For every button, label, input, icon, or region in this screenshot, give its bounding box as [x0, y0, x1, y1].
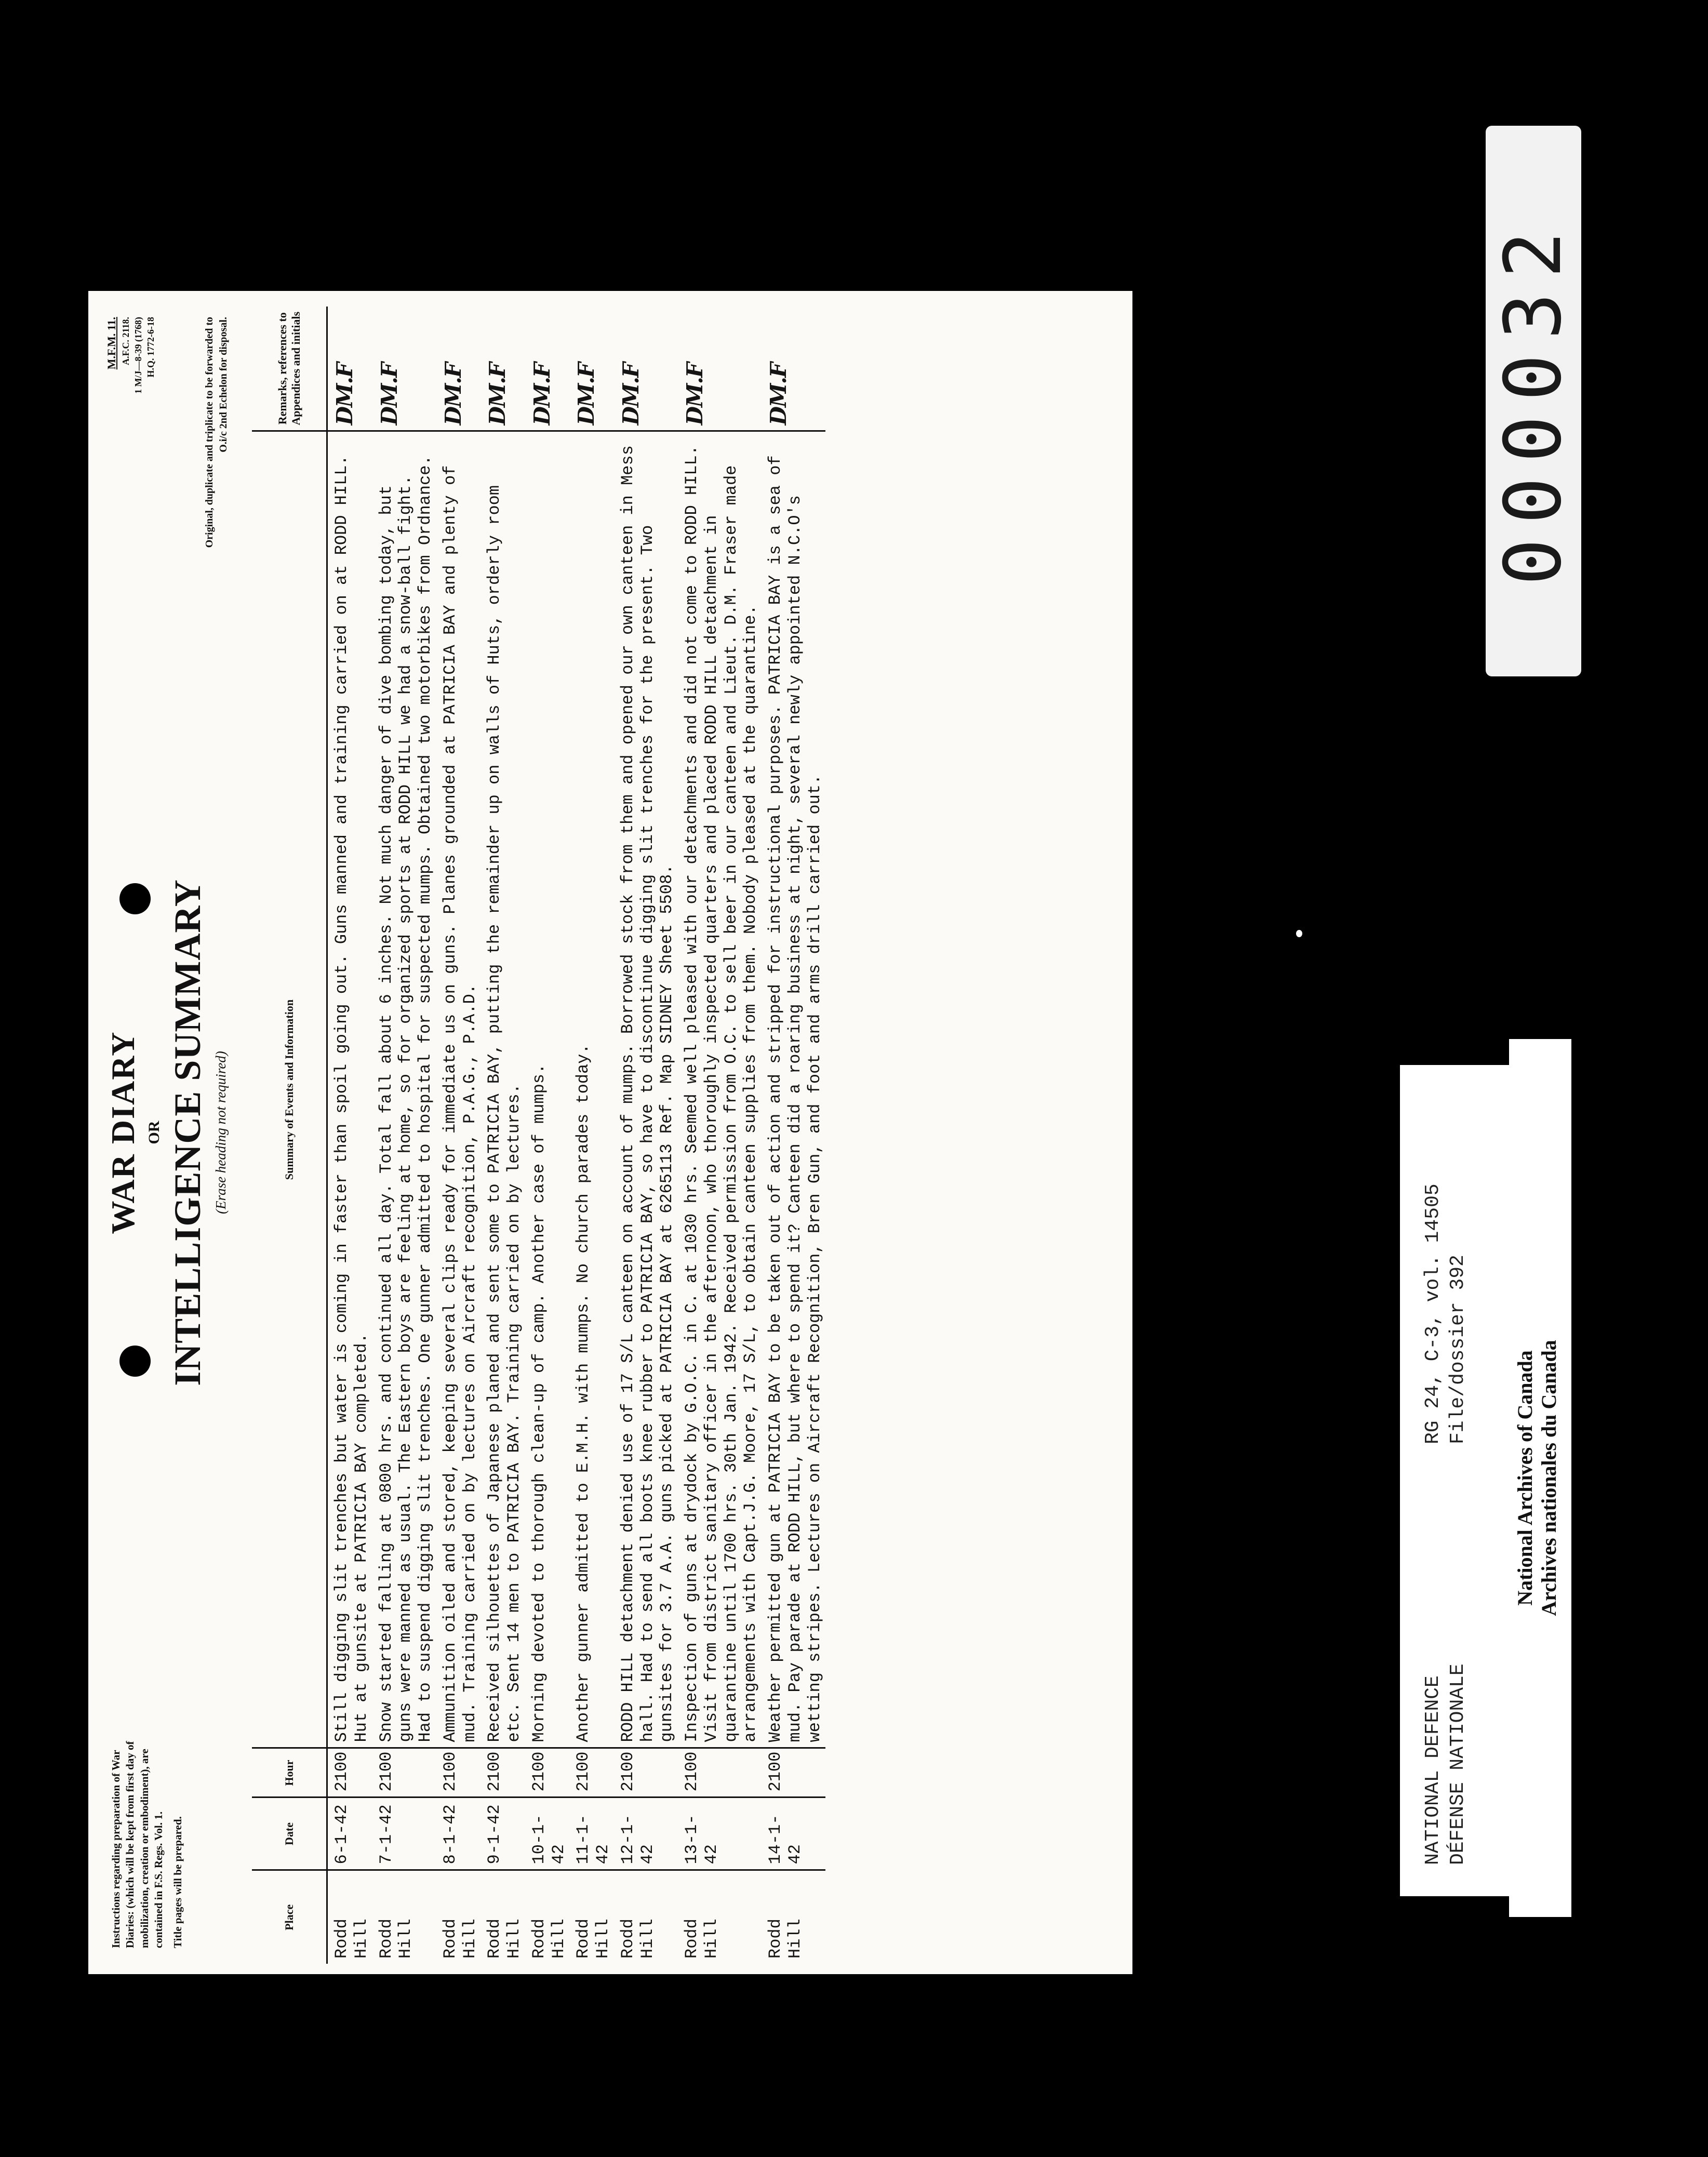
form-line: H.Q. 1772-6-18 — [145, 317, 156, 378]
title-intelligence-summary: INTELLIGENCE SUMMARY — [167, 879, 208, 1386]
film-speck — [1296, 930, 1302, 937]
entry-hour: 2100 — [372, 1748, 436, 1798]
table-row — [372, 307, 436, 1964]
entry-place: Rodd Hill — [327, 1870, 372, 1964]
form-line: 1 M/J—8-39 (1768) — [132, 317, 143, 394]
entry-hour: 2100 — [569, 1748, 614, 1798]
entry-summary: RODD HILL detachment denied use of 17 S/L canteen on account of mumps. Borrowed stock from them and opened our own canteen in Mess hall. Had to send all boots knee rubber to PATRICIA BAY, so have to discontinue digging slit trenches for the present. Two gunsites for 3.7 A.A. guns picked at PATRICIA BAY at 6265113 Ref. Map SIDNEY Sheet 5508. — [614, 431, 678, 1748]
archive-reference-label — [1400, 1065, 1519, 1896]
diary-entries — [327, 307, 826, 1964]
entry-initials: DM.F — [440, 363, 466, 425]
entry-initials: DM.F — [618, 363, 644, 425]
entry-place: Rodd Hill — [481, 1870, 525, 1964]
national-archives-label — [1509, 1039, 1571, 1917]
frame-number: 000032 — [1488, 217, 1579, 585]
entry-initials: DM.F — [682, 363, 708, 425]
table-row — [327, 307, 372, 1964]
table-row — [525, 307, 570, 1964]
entry-date: 9-1-42 — [481, 1798, 525, 1870]
archives-name-fr: Archives nationales du Canada — [1537, 1340, 1560, 1616]
title-or: OR — [145, 1121, 163, 1144]
sheet-content — [88, 291, 1132, 1974]
table-row — [614, 307, 678, 1964]
entry-place: Rodd Hill — [436, 1870, 481, 1964]
entry-date: 13-1-42 — [678, 1798, 762, 1870]
form-line: A.F.C. 2118. — [120, 317, 131, 365]
title-war-diary: WAR DIARY — [104, 1031, 141, 1234]
form-id: M.F.M. 11. — [105, 317, 118, 370]
title-note: (Erase heading not required) — [213, 1051, 229, 1214]
department-en: NATIONAL DEFENCE — [1422, 1675, 1444, 1865]
diary-table — [252, 307, 825, 1964]
entry-date: 8-1-42 — [436, 1798, 481, 1870]
entry-initials: DM.F — [485, 363, 511, 425]
entry-place: Rodd Hill — [762, 1870, 825, 1964]
entry-hour: 2100 — [327, 1748, 372, 1798]
entry-initials: DM.F — [573, 363, 599, 425]
entry-date: 6-1-42 — [327, 1798, 372, 1870]
record-group-reference — [1421, 1183, 1470, 1444]
entry-place: Rodd Hill — [569, 1870, 614, 1964]
entry-initials: DM.F — [332, 363, 357, 425]
entry-place: Rodd Hill — [372, 1870, 436, 1964]
entry-summary: Snow started falling at 0800 hrs. and continued all day. Total fall about 6 inches. Not much danger of dive bombing today, but guns were manned as usual. The Eastern boys are feeling at home, so for organized sports at RODD HILL we had a snow-ball fight. Had to suspend digging slit trenches. One gunner admitted to hospital for suspected mumps. Obtained two motorbikes from Ordnance. — [372, 431, 436, 1748]
record-file: File/dossier 392 — [1446, 1255, 1469, 1444]
entry-initials: DM.F — [766, 363, 791, 425]
entry-summary: Still digging slit trenches but water is coming in faster than spoil going out. Guns manned and training carried on at RODD HILL. Hut at gunsite at PATRICIA BAY completed. — [327, 431, 372, 1748]
entry-hour: 2100 — [525, 1748, 570, 1798]
col-header-date: Date — [252, 1798, 327, 1870]
entry-date: 7-1-42 — [372, 1798, 436, 1870]
instructions-text: Instructions regarding preparation of War Diaries: (which will be kept from first day of mobilization, creation or embodiment), are contained in F.S. Regs. Vol. 1. — [110, 1741, 165, 1948]
col-header-summary: Summary of Events and Information — [252, 431, 327, 1748]
entry-date: 12-1-42 — [614, 1798, 678, 1870]
entry-summary: Received silhouettes of Japanese planed and sent some to PATRICIA BAY, putting the remainder up on walls of Huts, orderly room etc. Sent 14 men to PATRICIA BAY. Training carried on by lectures. — [481, 431, 525, 1748]
entry-summary: Ammunition oiled and stored, keeping several clips ready for immediate us on guns. Planes grounded at PATRICIA BAY and plenty of mud. Training carried on by lectures on Aircraft recognition, P.A.G., P.A.D. — [436, 431, 481, 1748]
col-header-place: Place — [252, 1870, 327, 1964]
department-name — [1421, 1663, 1470, 1865]
entry-summary: Morning devoted to thorough clean-up of camp. Another case of mumps. — [525, 431, 570, 1748]
table-row — [762, 307, 825, 1964]
department-fr: DÉFENSE NATIONALE — [1446, 1663, 1469, 1865]
archives-name-en: National Archives of Canada — [1513, 1350, 1537, 1606]
table-row — [569, 307, 614, 1964]
table-row — [678, 307, 762, 1964]
entry-hour: 2100 — [762, 1748, 825, 1798]
entry-place: Rodd Hill — [525, 1870, 570, 1964]
entry-date: 10-1-42 — [525, 1798, 570, 1870]
form-reference — [104, 317, 157, 535]
record-volume: RG 24, C-3, vol. 14505 — [1422, 1183, 1444, 1444]
war-diary-sheet — [88, 291, 1132, 1974]
table-row — [436, 307, 481, 1964]
entry-hour: 2100 — [614, 1748, 678, 1798]
entry-initials: DM.F — [529, 363, 555, 425]
entry-summary: Another gunner admitted to E.M.H. with mumps. No church parades today. — [569, 431, 614, 1748]
col-header-hour: Hour — [252, 1748, 327, 1798]
forwarding-note: Original, duplicate and triplicate to be forwarded to O.i/c 2nd Echelon for disposal. — [204, 317, 229, 548]
entry-hour: 2100 — [436, 1748, 481, 1798]
entry-hour: 2100 — [481, 1748, 525, 1798]
entry-initials: DM.F — [376, 363, 402, 425]
entry-place: Rodd Hill — [678, 1870, 762, 1964]
entry-summary: Inspection of guns at drydock by G.O.C. in C. at 1030 hrs. Seemed well pleased with our detachments and did not come to RODD HILL. Visit from district sanitary officer in the afternoon, who thoroughly inspected quarters and placed RODD HILL detachment in quarantine until 1700 hrs. 30th Jan. 1942. Received permission from O.C. to sell beer in our canteen and Lieut. D.M. Fraser made arrangements with Capt.J.G. Moore, 17 S/L, to obtain canteen supplies from them. Nobody pleased at the quarantine. — [678, 431, 762, 1748]
col-header-remarks: Remarks, references to Appendices and initials — [252, 307, 327, 431]
entry-summary: Weather permitted gun at PATRICIA BAY to be taken out of action and stripped for instructional purposes. PATRICIA BAY is a sea of mud. Pay parade at RODD HILL, but where to spend it? Canteen did a roaring business at night, several newly appointed N.C.O's wetting stripes. Lectures on Aircraft Recognition, Bren Gun, and foot and arms drill carried out. — [762, 431, 825, 1748]
entry-place: Rodd Hill — [614, 1870, 678, 1964]
table-header-row — [252, 307, 327, 1964]
title-pages-note: Title pages will be prepared. — [171, 1816, 184, 1948]
entry-date: 11-1-42 — [569, 1798, 614, 1870]
table-row — [481, 307, 525, 1964]
frame-number-plate — [1486, 126, 1581, 676]
entry-hour: 2100 — [678, 1748, 762, 1798]
entry-date: 14-1-42 — [762, 1798, 825, 1870]
